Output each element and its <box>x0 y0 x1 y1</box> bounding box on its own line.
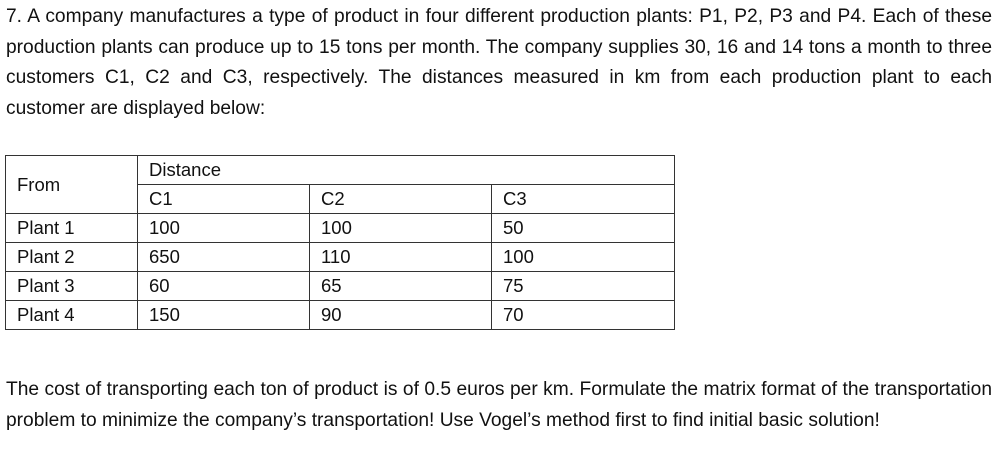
table-row <box>6 243 675 272</box>
row-label: Plant 3 <box>6 272 138 301</box>
table-cell: 65 <box>310 272 492 301</box>
column-header-c2: C2 <box>310 185 492 214</box>
problem-intro: 7. A company manufactures a type of product in four different production plants: P1, P2, P3 and P4. Each of these production plants can produce up to 15 tons per month. The company supplies 30, 16 and 14 tons a month to three customers C1, C2 and C3, respectively. The distances measured in km from each production plant to each customer are displayed below: <box>6 6 992 119</box>
column-header-c3: C3 <box>492 185 675 214</box>
table-cell: 100 <box>492 243 675 272</box>
table-row <box>6 301 675 330</box>
distance-table <box>5 155 675 330</box>
table-cell: 150 <box>138 301 310 330</box>
table-cell: 650 <box>138 243 310 272</box>
problem-outro: The cost of transporting each ton of product is of 0.5 euros per km. Formulate the matrix format of the transportation problem to minimize the company’s transportation! Use Vogel’s method first to find initial basic solution! <box>6 379 992 431</box>
table-cell: 60 <box>138 272 310 301</box>
row-label: Plant 2 <box>6 243 138 272</box>
table-cell: 100 <box>310 214 492 243</box>
table-row <box>6 214 675 243</box>
table-cell: 75 <box>492 272 675 301</box>
column-header-c1: C1 <box>138 185 310 214</box>
table-cell: 100 <box>138 214 310 243</box>
table-cell: 70 <box>492 301 675 330</box>
table-header-row <box>6 156 675 185</box>
table-cell: 50 <box>492 214 675 243</box>
row-label: Plant 1 <box>6 214 138 243</box>
distance-header: Distance <box>138 156 675 185</box>
table-row <box>6 272 675 301</box>
table-cell: 90 <box>310 301 492 330</box>
table-cell: 110 <box>310 243 492 272</box>
from-header: From <box>6 156 138 214</box>
row-label: Plant 4 <box>6 301 138 330</box>
